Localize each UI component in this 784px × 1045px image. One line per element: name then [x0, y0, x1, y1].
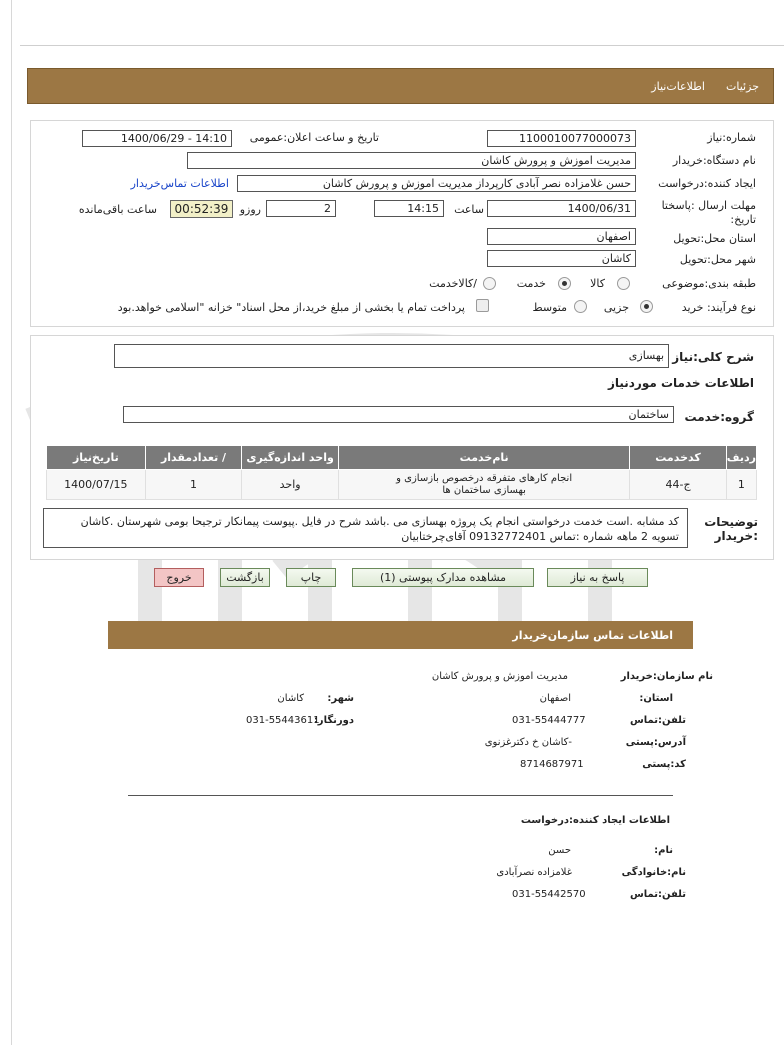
announce-date-field: 1400/06/29 - 14:10 — [82, 130, 232, 147]
contact-address-label: آدرس:پستی — [625, 737, 686, 748]
back-button[interactable]: بازگشت — [220, 568, 270, 587]
exit-button[interactable]: خروج — [154, 568, 204, 587]
delivery-province-field: اصفهان — [487, 228, 636, 245]
request-creator-label: ایجاد کننده:درخواست — [658, 177, 756, 190]
buyer-contact-link[interactable]: اطلاعات تماس‌خریدار — [130, 177, 229, 190]
deadline-time-field: 14:15 — [374, 200, 444, 217]
page-top-divider — [20, 45, 784, 46]
page-header-bar — [27, 68, 774, 104]
process-radio-minor[interactable] — [640, 300, 653, 313]
view-attachments-button[interactable]: مشاهده مدارک پیوستی (1) — [352, 568, 534, 587]
delivery-city-field: کاشان — [487, 250, 636, 267]
deadline-date-field: 1400/06/31 — [487, 200, 636, 217]
creator-name-value: حسن — [548, 845, 571, 856]
contact-province-label: استان: — [639, 693, 673, 704]
contact-postal-label: کد:پستی — [642, 759, 686, 770]
remaining-time-label: ساعت باقی‌مانده — [78, 203, 157, 216]
category-option-goods: کالا — [590, 277, 605, 290]
creator-phone-label: تلفن:تماس — [629, 889, 686, 900]
days-label: روزو — [239, 203, 261, 216]
contact-postal-value: 8714687971 — [520, 759, 584, 770]
creator-family-value: غلامزاده نصرآبادی — [496, 867, 572, 878]
need-number-field: 1100010077000073 — [487, 130, 636, 147]
contact-province-value: اصفهان — [539, 693, 571, 704]
category-radio-goods-service[interactable] — [483, 277, 496, 290]
col-row-number: ردیف — [726, 446, 756, 470]
days-field: 2 — [266, 200, 336, 217]
deadline-label: مهلت ارسال :پاسختا تاریخ: — [661, 199, 756, 226]
col-unit: واحد اندازه‌گیری — [242, 446, 339, 470]
process-radio-medium[interactable] — [574, 300, 587, 313]
category-option-goods-service: /کالاخدمت — [429, 277, 477, 290]
col-service-code: کدخدمت — [630, 446, 727, 470]
tab-details[interactable]: جزئیات — [726, 80, 759, 93]
request-creator-field: حسن غلامزاده نصر آبادی کارپرداز مدیریت اموزش و پرورش کاشان — [237, 175, 636, 192]
reply-button[interactable]: پاسخ به نیاز — [547, 568, 648, 587]
contact-city-value: کاشان — [277, 693, 304, 704]
service-group-field: ساختمان — [123, 406, 674, 423]
page-left-border — [11, 0, 12, 1045]
delivery-province-label: استان محل:تحویل — [673, 232, 756, 245]
cell-service-name: انجام کارهای متفرقه درخصوص بازسازی و بهسازی ساختمان ها — [338, 470, 629, 500]
delivery-city-label: شهر محل:تحویل — [679, 253, 756, 266]
services-table — [46, 445, 757, 500]
services-table-header — [47, 446, 757, 470]
col-service-name: نام‌خدمت — [338, 446, 629, 470]
print-button[interactable]: چاپ — [286, 568, 336, 587]
summary-label: شرح کلی:نیاز — [672, 350, 754, 364]
buyer-notes-field: کد مشابه .است خدمت درخواستی انجام یک پروژه بهسازی می .باشد شرح در فایل .پیوست پیمانکار ترجیحا بومی شهرستان .کاشان تسویه 2 ماهه شماره :تماس 09132772401 آقای‌چرختابیان — [43, 508, 688, 548]
creator-phone-value: 031-55442570 — [512, 889, 586, 900]
contact-org-value: مدیریت اموزش و پرورش کاشان — [431, 671, 568, 682]
cell-service-code: ج-44 — [630, 470, 727, 500]
buyer-contact-title: اطلاعات تماس سازمان‌خریدار — [512, 629, 673, 642]
buyer-notes-label: توضیحات :خریدار — [704, 515, 758, 543]
buyer-org-field: مدیریت اموزش و پرورش کاشان — [187, 152, 636, 169]
cell-quantity: 1 — [145, 470, 242, 500]
category-label: طبقه بندی:موضوعی — [662, 277, 756, 290]
cell-row-number: 1 — [726, 470, 756, 500]
remaining-time-display: 00:52:39 — [170, 200, 233, 218]
category-radio-service[interactable] — [558, 277, 571, 290]
tab-need-info[interactable]: اطلاعات‌نیاز — [651, 80, 705, 93]
col-need-date: تاریخ‌نیاز — [47, 446, 146, 470]
process-type-label: نوع فرآیند: خرید — [681, 301, 756, 314]
summary-field: بهسازی — [114, 344, 669, 368]
cell-unit: واحد — [242, 470, 339, 500]
process-option-minor: جزیی — [603, 301, 629, 314]
announce-date-label: تاریخ و ساعت اعلان:عمومی — [249, 131, 379, 144]
creator-family-label: نام:خانوادگی — [621, 867, 686, 878]
table-row — [47, 470, 757, 500]
category-option-service: خدمت — [516, 277, 546, 290]
treasury-payment-checkbox[interactable] — [476, 299, 489, 312]
contact-org-label: نام سازمان:خریدار — [620, 671, 713, 682]
treasury-payment-note: پرداخت تمام یا بخشی از مبلغ خرید،از محل اسناد" خزانه "اسلامی خواهد.بود — [117, 301, 465, 314]
creator-info-title: اطلاعات ایجاد کننده:درخواست — [520, 815, 670, 826]
buyer-org-label: نام دستگاه:خریدار — [672, 154, 756, 167]
contact-separator — [128, 795, 673, 796]
contact-address-value: -کاشان خ دکترغزنوی — [484, 737, 572, 748]
buyer-contact-header — [108, 621, 693, 649]
creator-name-label: نام: — [654, 845, 673, 856]
category-radio-goods[interactable] — [617, 277, 630, 290]
process-option-medium: متوسط — [532, 301, 567, 314]
col-quantity: / تعدادمقدار — [145, 446, 242, 470]
deadline-time-label: ساعت — [454, 203, 484, 216]
cell-need-date: 1400/07/15 — [47, 470, 146, 500]
contact-fax-value: 031-55443611 — [246, 715, 320, 726]
contact-city-label: شهر: — [327, 693, 354, 704]
contact-fax-label: دورنگار: — [313, 715, 354, 726]
service-group-label: گروه:خدمت — [684, 410, 754, 424]
contact-phone-value: 031-55444777 — [512, 715, 586, 726]
services-section-title: اطلاعات خدمات موردنیاز — [607, 376, 754, 390]
contact-phone-label: تلفن:تماس — [629, 715, 686, 726]
need-number-label: شماره:نیاز — [707, 131, 756, 144]
